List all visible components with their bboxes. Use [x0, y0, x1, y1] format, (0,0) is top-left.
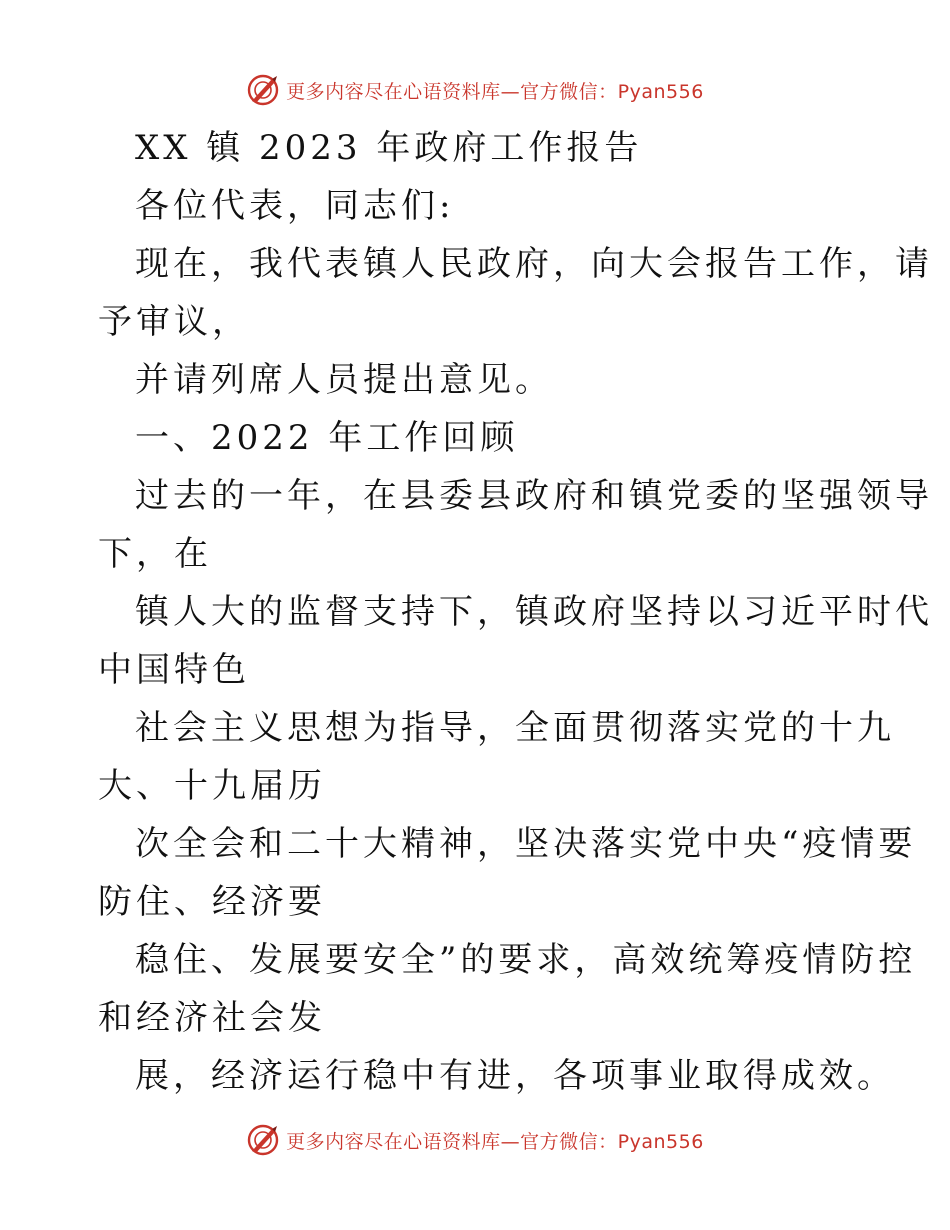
text-line: 展，经济运行稳中有进，各项事业取得成效。 — [135, 1056, 895, 1096]
text-line: 社会主义思想为指导，全面贯彻落实党的十九 — [135, 708, 895, 748]
text-line: 中国特色 — [98, 650, 250, 690]
text-line: 大、十九届历 — [98, 766, 326, 806]
watermark-text: 更多内容尽在心语资料库—官方微信：Pyan556 — [286, 80, 704, 103]
text-line: 并请列席人员提出意见。 — [135, 360, 553, 400]
text-line: 过去的一年，在县委县政府和镇党委的坚强领导 — [135, 476, 933, 516]
text-line: 镇人大的监督支持下，镇政府坚持以习近平时代 — [135, 592, 933, 632]
section-heading: 一、2022 年工作回顾 — [135, 418, 519, 458]
text-line: 现在，我代表镇人民政府，向大会报告工作，请 — [135, 244, 933, 284]
text-line: 各位代表，同志们: — [135, 186, 455, 226]
quill-logo-icon — [246, 1123, 280, 1157]
document-title: XX 镇 2023 年政府工作报告 — [135, 128, 643, 168]
text-line: 稳住、发展要安全”的要求，高效统筹疫情防控 — [135, 940, 917, 980]
text-line: 予审议， — [98, 302, 250, 342]
watermark-text: 更多内容尽在心语资料库—官方微信：Pyan556 — [286, 1130, 704, 1153]
text-line: 和经济社会发 — [98, 998, 326, 1038]
text-line: 防住、经济要 — [98, 882, 326, 922]
text-line: 次全会和二十大精神，坚决落实党中央“疫情要 — [135, 824, 917, 864]
footer-watermark — [0, 1120, 950, 1160]
text-line: 下，在 — [98, 534, 212, 574]
